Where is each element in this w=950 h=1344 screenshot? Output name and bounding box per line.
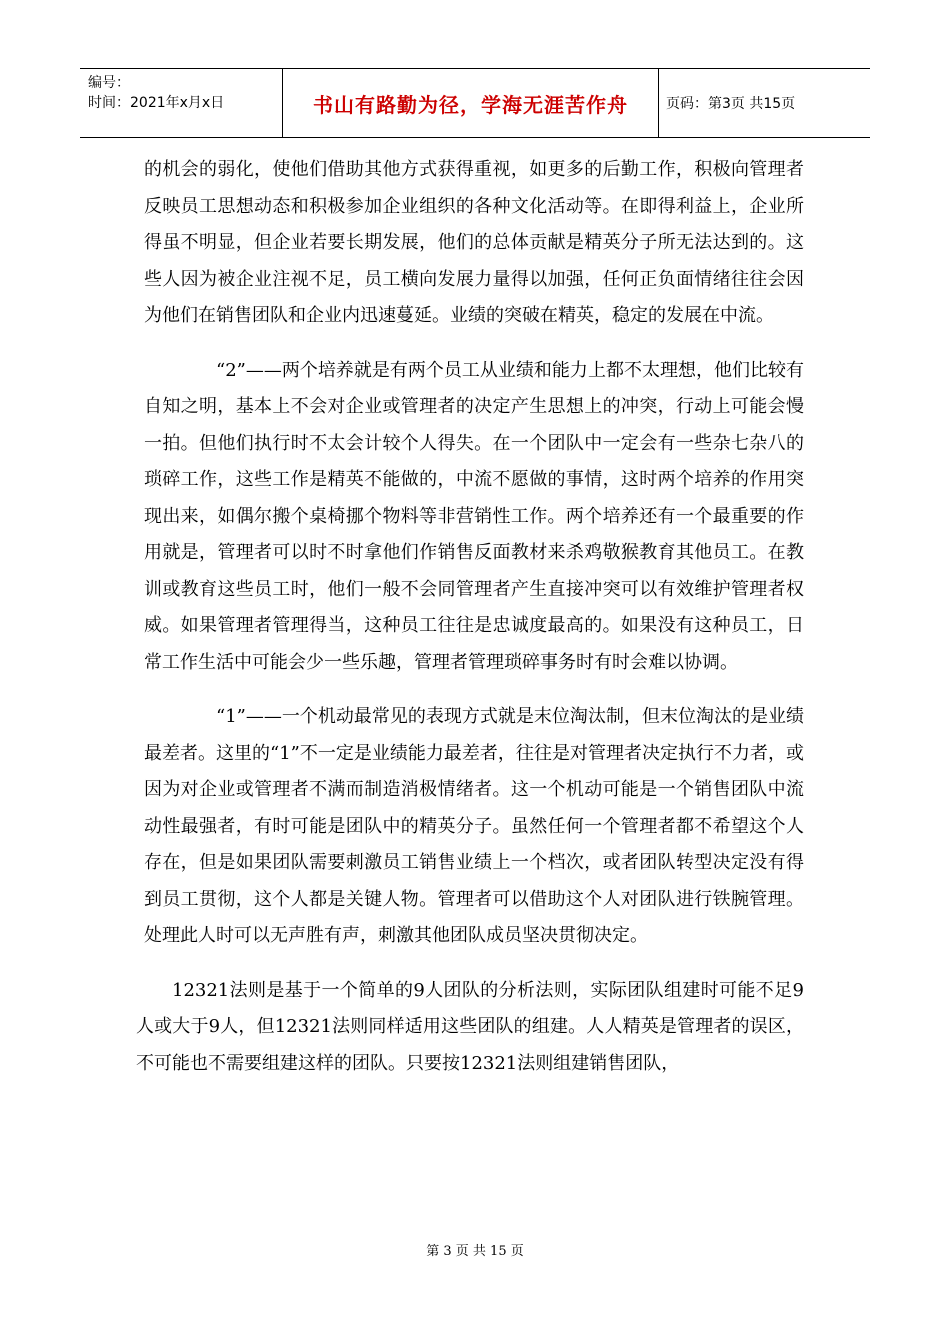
body-paragraph: 的机会的弱化，使他们借助其他方式获得重视，如更多的后勤工作，积极向管理者反映员工思想动态和积极参加企业组织的各种文化活动等。在即得利益上，企业所得虽不明显，但企业若要长期发展，他们的总体贡献是精英分子所无法达到的。这些人因为被企业注视不足，员工横向发展力量得以加强，任何正负面情绪往往会因为他们在销售团队和企业内迅速蔓延。业绩的突破在精英，稳定的发展在中流。 xyxy=(144,159,804,326)
document-body xyxy=(136,152,804,1082)
header-meta xyxy=(80,69,282,137)
body-paragraph: 12321法则是基于一个简单的9人团队的分析法则，实际团队组建时可能不足9人或大于9人，但12321法则同样适用这些团队的组建。人人精英是管理者的误区，不可能也不需要组建这样的团队。只要按12321法则组建销售团队， xyxy=(136,979,804,1074)
page-footer: 第 3 页 共 15 页 xyxy=(426,1244,524,1259)
document-time-label: 时间：2021年x月x日 xyxy=(88,95,225,111)
header-motto: 书山有路勤为径，学海无涯苦作舟 xyxy=(282,69,659,137)
page-header xyxy=(80,68,870,138)
document-number-label: 编号： xyxy=(88,75,130,91)
body-paragraph: “1”——一个机动最常见的表现方式就是末位淘汰制，但末位淘汰的是业绩最差者。这里的“1”不一定是业绩能力最差者，往往是对管理者决定执行不力者，或因为对企业或管理者不满而制造消极情绪者。这一个机动可能是一个销售团队中流动性最强者，有时可能是团队中的精英分子。虽然任何一个管理者都不希望这个人存在，但是如果团队需要刺激员工销售业绩上一个档次，或者团队转型决定没有得到员工贯彻，这个人都是关键人物。管理者可以借助这个人对团队进行铁腕管理。处理此人时可以无声胜有声，刺激其他团队成员坚决贯彻决定。 xyxy=(144,706,804,946)
body-paragraph: “2”——两个培养就是有两个员工从业绩和能力上都不太理想，他们比较有自知之明，基本上不会对企业或管理者的决定产生思想上的冲突，行动上可能会慢一拍。但他们执行时不太会计较个人得失。在一个团队中一定会有一些杂七杂八的琐碎工作，这些工作是精英不能做的，中流不愿做的事情，这时两个培养的作用突现出来，如偶尔搬个桌椅挪个物料等非营销性工作。两个培养还有一个最重要的作用就是，管理者可以时不时拿他们作销售反面教材来杀鸡敬猴教育其他员工。在教训或教育这些员工时，他们一般不会同管理者产生直接冲突可以有效维护管理者权威。如果管理者管理得当，这种员工往往是忠诚度最高的。如果没有这种员工，日常工作生活中可能会少一些乐趣，管理者管理琐碎事务时有时会难以协调。 xyxy=(144,359,804,673)
header-page-info: 页码：第3页 共15页 xyxy=(666,96,796,112)
